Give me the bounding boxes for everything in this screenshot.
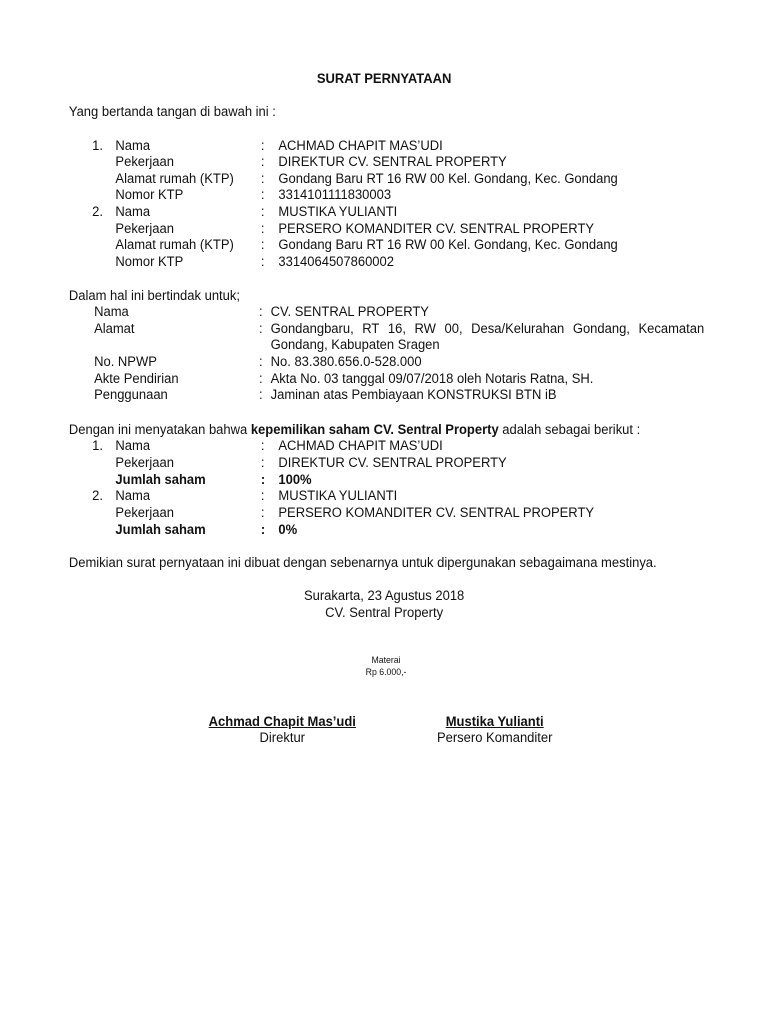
- signature-1-name: Achmad Chapit Mas’udi: [208, 714, 356, 729]
- address-word: 16,: [387, 321, 406, 336]
- colon: :: [258, 321, 263, 336]
- intro-text: Yang bertanda tangan di bawah ini :: [68, 104, 276, 119]
- owner-1-pekerjaan-label: Pekerjaan: [115, 455, 174, 470]
- address-word: 00,: [444, 321, 463, 336]
- colon: :: [258, 304, 263, 319]
- signatory-2-nama-label: Nama: [115, 204, 151, 219]
- signatory-2-pekerjaan-label: Pekerjaan: [115, 221, 174, 236]
- owner-1-nama-label: Nama: [115, 438, 151, 453]
- signatory-2-ktp: 3314064507860002: [278, 254, 394, 269]
- colon: :: [260, 522, 266, 537]
- signatory-1-nama: ACHMAD CHAPIT MAS’UDI: [278, 138, 443, 153]
- colon: :: [260, 237, 265, 252]
- colon: :: [260, 438, 265, 453]
- owner-1-saham-label: Jumlah saham: [115, 472, 206, 487]
- owner-2-saham: 0%: [278, 522, 298, 537]
- company-alamat-line1: [271, 321, 705, 337]
- colon: :: [260, 221, 265, 236]
- colon: :: [260, 488, 265, 503]
- colon: :: [260, 505, 265, 520]
- signatory-2-nama: MUSTIKA YULIANTI: [278, 204, 398, 219]
- signatory-1-pekerjaan: DIREKTUR CV. SENTRAL PROPERTY: [278, 154, 507, 169]
- owner-2-number: 2.: [92, 488, 103, 503]
- owner-2-saham-label: Jumlah saham: [115, 522, 206, 537]
- colon: :: [258, 354, 263, 369]
- issuer: CV. Sentral Property: [325, 605, 444, 620]
- colon: :: [260, 204, 265, 219]
- signatory-1-nama-label: Nama: [115, 138, 151, 153]
- company-npwp: No. 83.380.656.0-528.000: [270, 354, 422, 369]
- colon: :: [260, 254, 265, 269]
- address-word: Gondangbaru,: [270, 321, 354, 336]
- signatory-1-ktp: 3314101111830003: [278, 187, 392, 202]
- closing-statement: Demikian surat pernyataan ini dibuat dengan sebenarnya untuk dipergunakan sebagaimana mestinya.: [68, 555, 657, 570]
- document-title: SURAT PERNYATAAN: [316, 71, 452, 86]
- materai-label: Materai: [371, 655, 401, 665]
- address-word: RT: [362, 321, 380, 336]
- ownership-statement-post: adalah sebagai berikut :: [498, 422, 641, 437]
- company-npwp-label: No. NPWP: [94, 354, 157, 369]
- colon: :: [260, 187, 265, 202]
- ownership-statement-bold: kepemilikan saham CV. Sentral Property: [250, 422, 499, 437]
- company-akte: Akta No. 03 tanggal 09/07/2018 oleh Notaris Ratna, SH.: [270, 371, 594, 386]
- signatory-1-number: 1.: [92, 138, 103, 153]
- colon: :: [260, 472, 266, 487]
- ownership-statement: [69, 422, 640, 438]
- owner-2-pekerjaan-label: Pekerjaan: [115, 505, 174, 520]
- signatory-2-ktp-label: Nomor KTP: [115, 254, 184, 269]
- owner-2-nama: MUSTIKA YULIANTI: [278, 488, 398, 503]
- signature-1-role: Direktur: [259, 730, 306, 745]
- signatory-1-alamat: Gondang Baru RT 16 RW 00 Kel. Gondang, Kec. Gondang: [278, 171, 618, 186]
- address-word: Gondang,: [572, 321, 630, 336]
- colon: :: [260, 455, 265, 470]
- colon: :: [260, 171, 265, 186]
- materai-value: Rp 6.000,-: [365, 667, 407, 677]
- owner-1-nama: ACHMAD CHAPIT MAS’UDI: [278, 438, 443, 453]
- colon: :: [260, 138, 265, 153]
- company-akte-label: Akte Pendirian: [94, 371, 179, 386]
- address-word: Kecamatan: [638, 321, 705, 336]
- owner-1-saham: 100%: [278, 472, 312, 487]
- owner-1-pekerjaan: DIREKTUR CV. SENTRAL PROPERTY: [278, 455, 507, 470]
- signatory-2-pekerjaan: PERSERO KOMANDITER CV. SENTRAL PROPERTY: [278, 221, 595, 236]
- address-word: Desa/Kelurahan: [471, 321, 565, 336]
- colon: :: [258, 371, 263, 386]
- company-nama: CV. SENTRAL PROPERTY: [270, 304, 429, 319]
- ownership-statement-pre: Dengan ini menyatakan bahwa: [68, 422, 251, 437]
- owner-2-pekerjaan: PERSERO KOMANDITER CV. SENTRAL PROPERTY: [278, 505, 595, 520]
- company-penggunaan: Jaminan atas Pembiayaan KONSTRUKSI BTN iB: [270, 387, 557, 402]
- address-word: RW: [414, 321, 436, 336]
- signatory-2-alamat: Gondang Baru RT 16 RW 00 Kel. Gondang, Kec. Gondang: [278, 237, 618, 252]
- company-alamat-label: Alamat: [94, 321, 135, 336]
- signatory-2-number: 2.: [92, 204, 103, 219]
- company-alamat-line2: Gondang, Kabupaten Sragen: [270, 337, 440, 352]
- signature-2-name: Mustika Yulianti: [445, 714, 544, 729]
- colon: :: [258, 387, 263, 402]
- signature-2-role: Persero Komanditer: [436, 730, 553, 745]
- place-date: Surakarta, 23 Agustus 2018: [303, 588, 465, 603]
- signatory-2-alamat-label: Alamat rumah (KTP): [115, 237, 234, 252]
- company-penggunaan-label: Penggunaan: [94, 387, 168, 402]
- signatory-1-alamat-label: Alamat rumah (KTP): [115, 171, 234, 186]
- colon: :: [260, 154, 265, 169]
- owner-2-nama-label: Nama: [115, 488, 151, 503]
- company-intro: Dalam hal ini bertindak untuk;: [68, 288, 240, 303]
- owner-1-number: 1.: [92, 438, 103, 453]
- company-nama-label: Nama: [94, 304, 129, 319]
- signatory-1-ktp-label: Nomor KTP: [115, 187, 184, 202]
- signatory-1-pekerjaan-label: Pekerjaan: [115, 154, 174, 169]
